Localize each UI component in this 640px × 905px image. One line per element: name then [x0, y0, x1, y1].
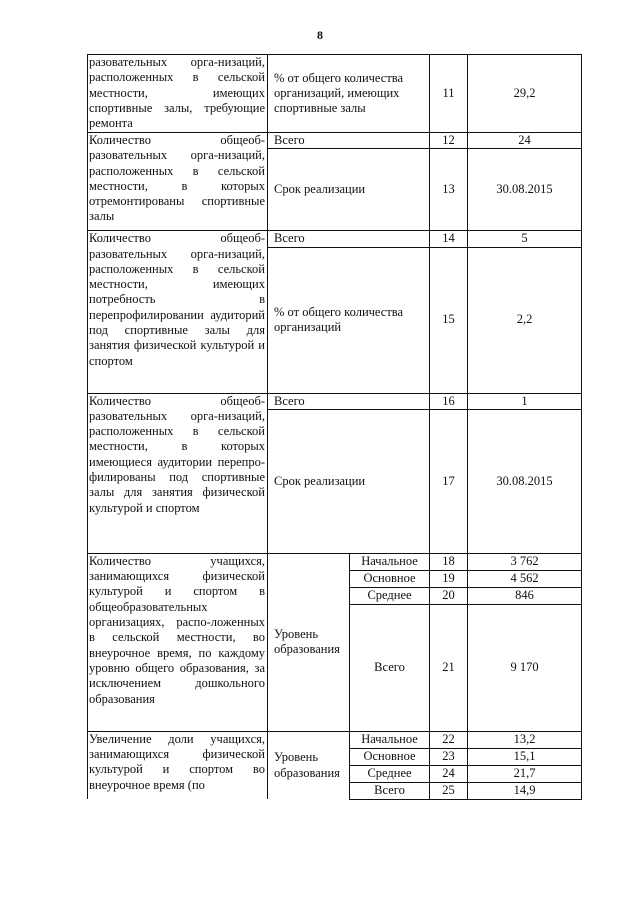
row-number: 17 — [430, 409, 468, 553]
level-label: Начальное — [350, 731, 430, 748]
row-number: 23 — [430, 748, 468, 765]
row-number: 14 — [430, 231, 468, 247]
value-cell: 13,2 — [468, 731, 582, 748]
level-label: Среднее — [350, 765, 430, 782]
value-cell: 24 — [468, 133, 582, 149]
row-number: 12 — [430, 133, 468, 149]
indicator-cell: Срок реализации — [268, 409, 430, 553]
value-cell: 29,2 — [468, 55, 582, 133]
level-label: Среднее — [350, 587, 430, 604]
row-number: 16 — [430, 393, 468, 409]
row-number: 22 — [430, 731, 468, 748]
row-description: Количество учащихся, занимающихся физической культурой и спортом в общеобразовательных организациях, распо-ложенных в сельской местности, во внеурочное время, по каждому уровню общего образования, за исключением дошкольного образования — [88, 553, 268, 731]
value-cell: 14,9 — [468, 782, 582, 799]
value-cell: 30.08.2015 — [468, 409, 582, 553]
row-number: 18 — [430, 553, 468, 570]
row-number: 25 — [430, 782, 468, 799]
level-label: Основное — [350, 570, 430, 587]
row-description: Количество общеоб-разовательных орга-низаций, расположенных в сельской местности, в которых отремонтированы спортивные залы — [88, 133, 268, 231]
level-label: Основное — [350, 748, 430, 765]
table-row — [88, 231, 582, 247]
row-number: 19 — [430, 570, 468, 587]
indicators-table — [87, 54, 582, 800]
row-number: 15 — [430, 247, 468, 393]
row-description: Количество общеоб-разовательных орга-низаций, расположенных в сельской местности, имеющих потребность в перепрофилировании аудиторий под спортивные залы для занятия физической культурой и спортом — [88, 231, 268, 393]
indicator-cell: % от общего количества организаций — [268, 247, 430, 393]
page-number: 8 — [317, 28, 323, 42]
row-number: 21 — [430, 604, 468, 731]
value-cell: 21,7 — [468, 765, 582, 782]
value-cell: 3 762 — [468, 553, 582, 570]
row-description: Увеличение доли учащихся, занимающихся физической культурой и спортом во внеурочное время (по — [88, 731, 268, 799]
row-number: 13 — [430, 149, 468, 231]
table-row — [88, 393, 582, 409]
value-cell: 5 — [468, 231, 582, 247]
value-cell: 9 170 — [468, 604, 582, 731]
table-row — [88, 553, 582, 570]
row-number: 24 — [430, 765, 468, 782]
row-number: 11 — [430, 55, 468, 133]
level-label: Всего — [350, 782, 430, 799]
row-description: Количество общеоб-разовательных орга-низаций, расположенных в сельской местности, в которых имеющиеся аудитории перепро-филированы под спортивные залы для занятия физической культурой и спортом — [88, 393, 268, 553]
indicator-cell: % от общего количества организаций, имеющих спортивные залы — [268, 55, 430, 133]
indicator-cell: Срок реализации — [268, 149, 430, 231]
indicator-cell: Всего — [268, 133, 430, 149]
level-label: Всего — [350, 604, 430, 731]
value-cell: 30.08.2015 — [468, 149, 582, 231]
group-label: Уровень образования — [268, 731, 350, 799]
table-row — [88, 133, 582, 149]
row-number: 20 — [430, 587, 468, 604]
value-cell: 4 562 — [468, 570, 582, 587]
indicator-cell: Всего — [268, 393, 430, 409]
row-description: разовательных орга-низаций, расположенных в сельской местности, имеющих спортивные залы, требующие ремонта — [88, 55, 268, 133]
table-row — [88, 731, 582, 748]
value-cell: 1 — [468, 393, 582, 409]
value-cell: 2,2 — [468, 247, 582, 393]
table-row — [88, 55, 582, 133]
indicator-cell: Всего — [268, 231, 430, 247]
level-label: Начальное — [350, 553, 430, 570]
group-label: Уровень образования — [268, 553, 350, 731]
value-cell: 15,1 — [468, 748, 582, 765]
value-cell: 846 — [468, 587, 582, 604]
